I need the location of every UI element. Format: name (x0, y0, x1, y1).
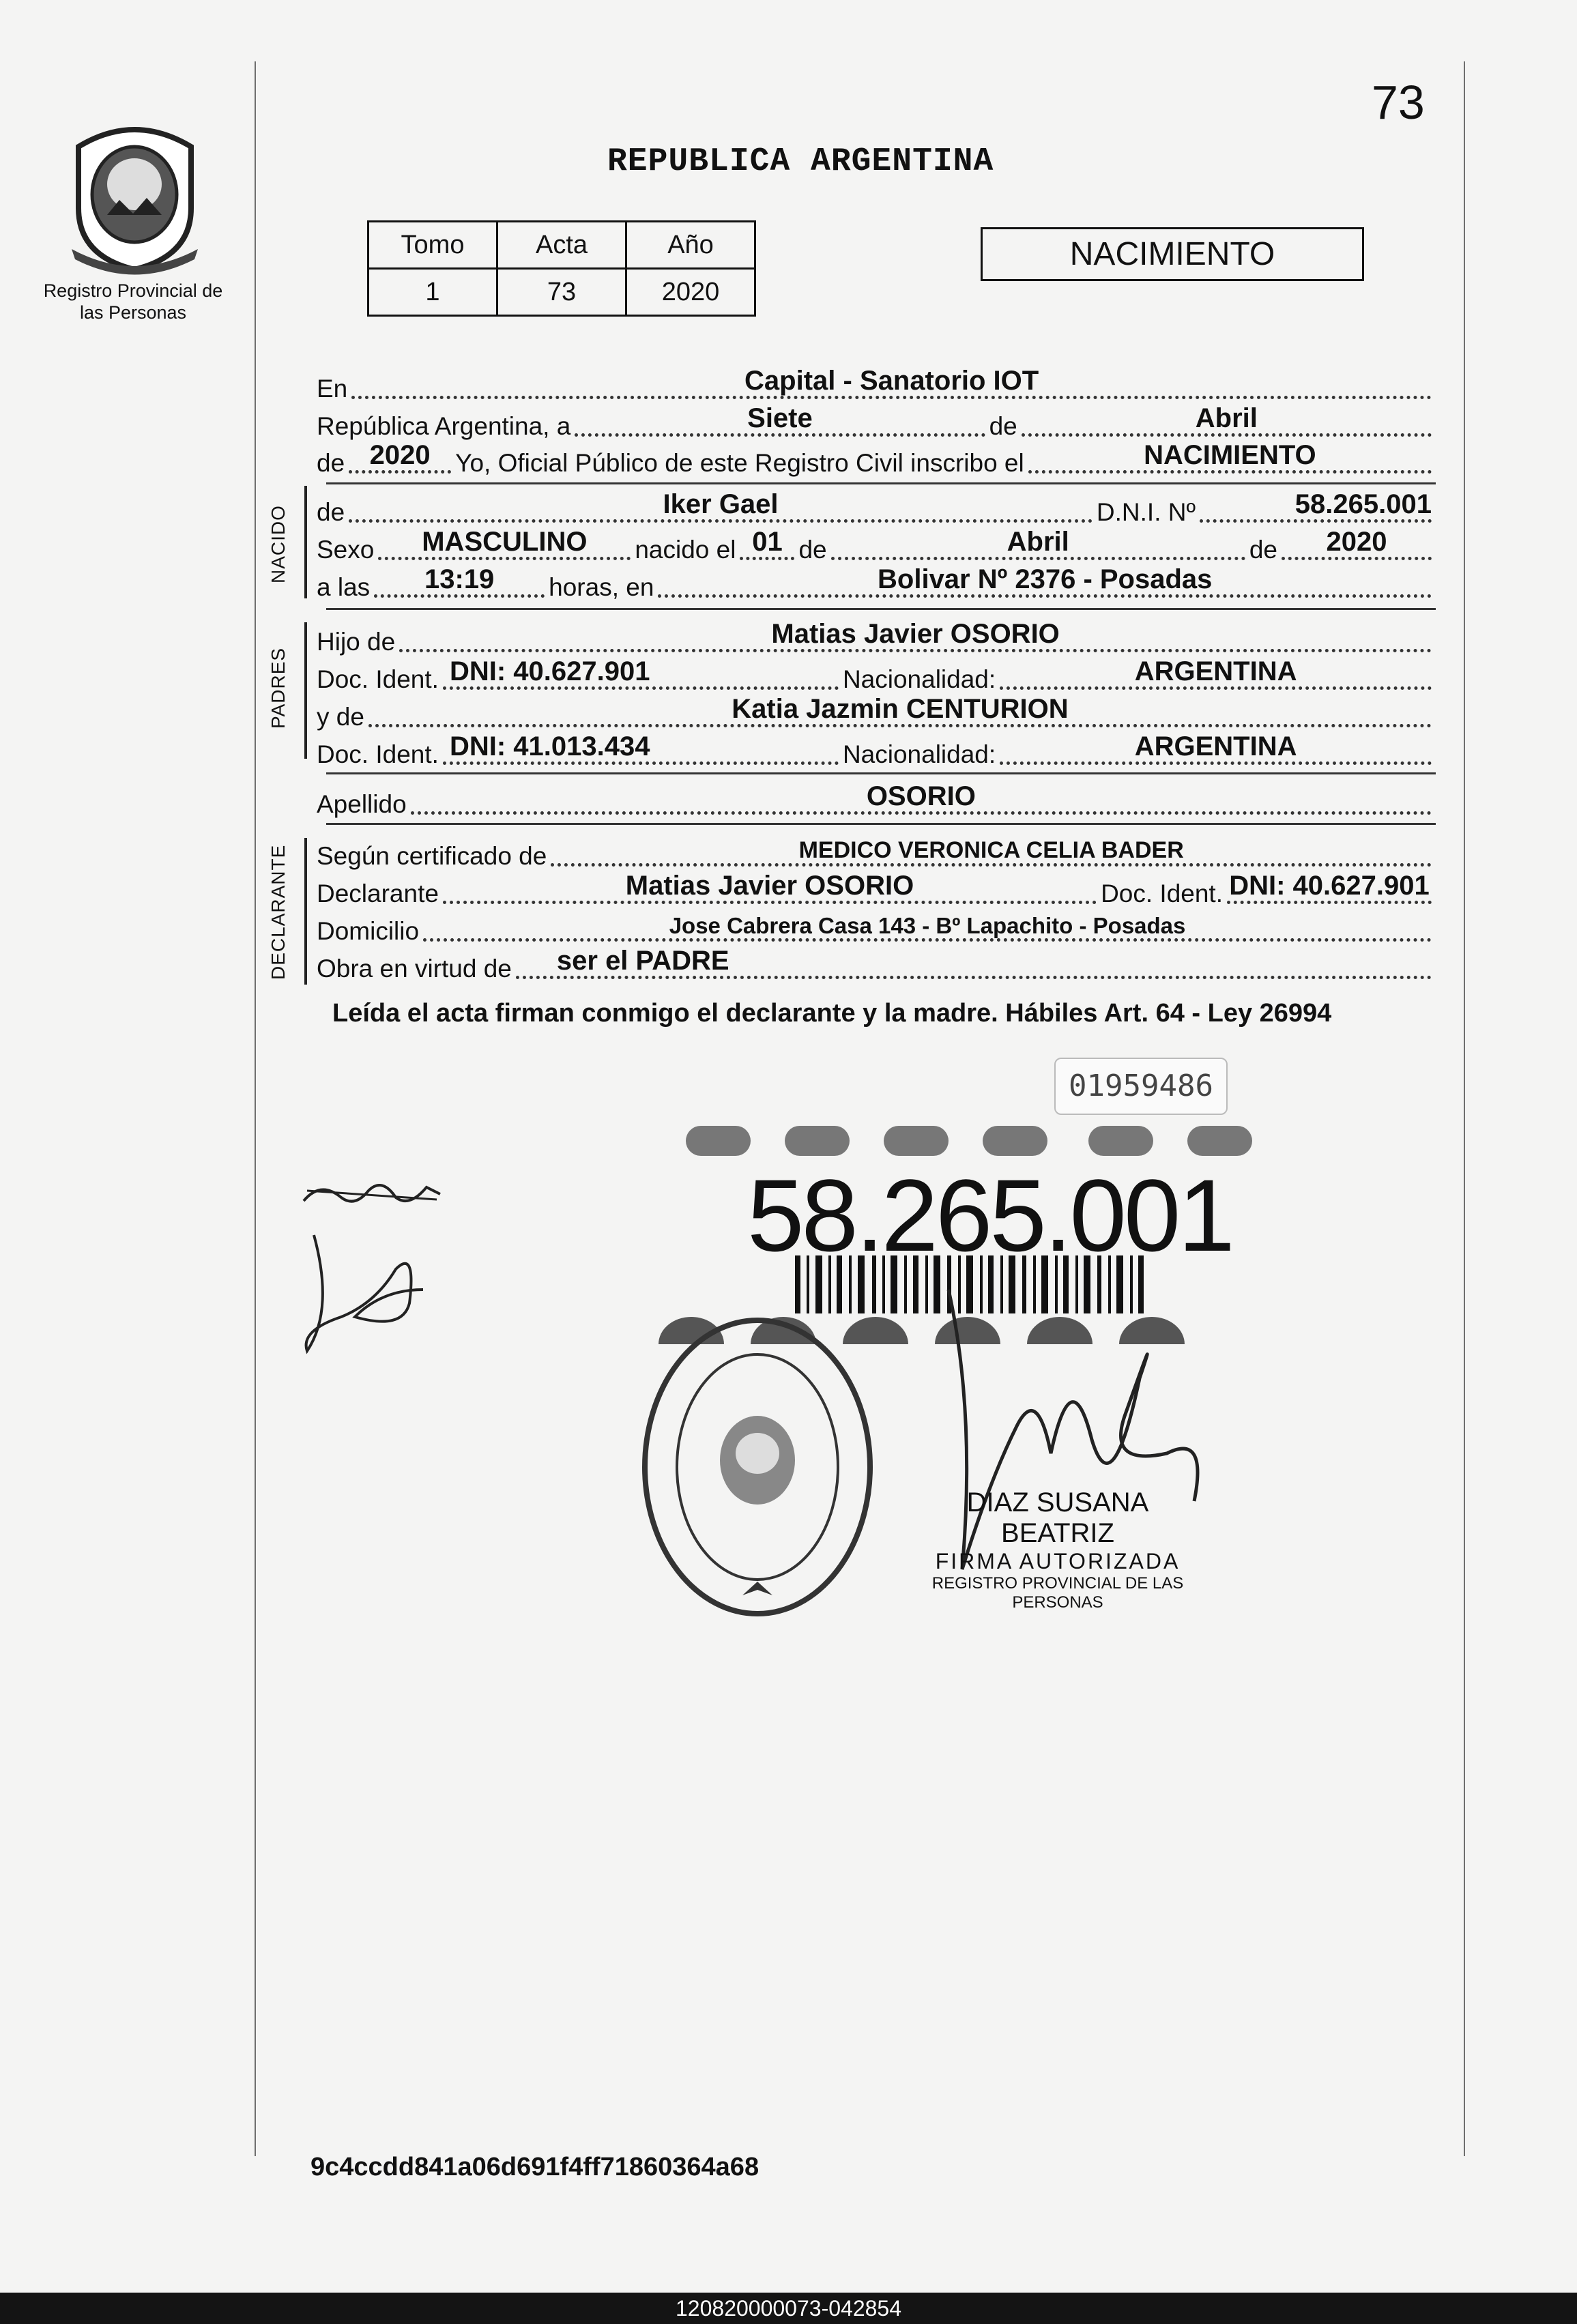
de-label: de (989, 412, 1017, 440)
section-divider (326, 608, 1436, 610)
apellido-label: Apellido (317, 790, 407, 818)
act-type-box: NACIMIENTO (981, 227, 1364, 281)
apellido-field (411, 782, 1432, 820)
declarante-field (443, 871, 1097, 910)
section-divider (326, 823, 1436, 825)
doc-ident-label: Doc. Ident. (1101, 880, 1223, 907)
father-field (399, 620, 1432, 658)
day-field (575, 404, 985, 442)
name-field (349, 490, 1093, 528)
domicilio-field (423, 909, 1432, 947)
nacionalidad-label: Nacionalidad: (842, 740, 996, 768)
declarante-value: Matias Javier OSORIO (625, 871, 914, 901)
official-name: DIAZ SUSANA BEATRIZ (966, 1487, 1149, 1548)
line-sexo (317, 527, 1436, 566)
father-nat-value: ARGENTINA (1134, 656, 1297, 686)
day-value: Siete (747, 403, 813, 433)
obra-label: Obra en virtud de (317, 955, 512, 983)
obra-value: ser el PADRE (556, 946, 729, 976)
line-mother-doc (317, 732, 1436, 770)
line-republica (317, 404, 1436, 442)
line-en (317, 366, 1436, 405)
right-margin-line (1464, 61, 1465, 2156)
mother-nat-field (1000, 732, 1432, 770)
birth-year-field (1282, 527, 1432, 566)
page-title: REPUBLICA ARGENTINA (607, 143, 994, 180)
father-dni-value: DNI: 40.627.901 (449, 656, 650, 686)
birth-month-field (831, 527, 1245, 566)
footer-code: 120820000073-042854 (0, 2293, 1577, 2324)
de-label: de (798, 536, 827, 564)
place-value: Bolivar Nº 2376 - Posadas (878, 564, 1213, 594)
serial-number: 01959486 (1054, 1058, 1228, 1115)
left-margin-line (255, 61, 256, 2156)
line-apellido (317, 782, 1436, 820)
registry-value-anio: 2020 (626, 269, 755, 316)
father-dni-field (443, 657, 839, 695)
birth-day-value: 01 (752, 527, 783, 557)
a-las-label: a las (317, 573, 371, 601)
month-value: Abril (1195, 403, 1258, 433)
nacido-bracket (304, 486, 307, 598)
de-label: de (1249, 536, 1277, 564)
doc-ident-label: Doc. Ident. (317, 740, 439, 768)
en-label: En (317, 375, 348, 403)
section-label-declarante: DECLARANTE (267, 844, 289, 980)
closing-note: Leída el acta firman conmigo el declarante y la madre. Hábiles Art. 64 - Ley 26994 (332, 999, 1332, 1028)
certificado-value: MEDICO VERONICA CELIA BADER (798, 837, 1184, 863)
birth-year-value: 2020 (1326, 527, 1387, 557)
place-field (658, 565, 1432, 603)
father-nat-field (1000, 657, 1432, 695)
registry-table (367, 220, 756, 317)
en-value: Capital - Sanatorio IOT (744, 366, 1039, 396)
line-y-de (317, 695, 1436, 733)
time-field (374, 565, 545, 603)
apellido-value: OSORIO (866, 781, 976, 811)
segun-label: Según certificado de (317, 842, 547, 870)
horas-label: horas, en (549, 573, 654, 601)
registry-header-anio: Año (626, 222, 755, 269)
dni-field (1200, 490, 1432, 528)
signature-declarante (293, 1228, 430, 1365)
line-obra (317, 946, 1436, 985)
birth-day-field (740, 527, 794, 566)
sexo-label: Sexo (317, 536, 375, 564)
registry-value-acta: 73 (497, 269, 626, 316)
authorized-official (908, 1487, 1208, 1612)
de-label: de (317, 498, 345, 526)
y-de-label: y de (317, 703, 364, 731)
section-divider (326, 482, 1436, 484)
domicilio-label: Domicilio (317, 917, 420, 945)
sexo-field (378, 527, 631, 566)
oficial-text: Yo, Oficial Público de este Registro Civil inscribo el (455, 449, 1024, 477)
padres-bracket (304, 622, 307, 759)
declarante-dni-value: DNI: 40.627.901 (1229, 871, 1430, 901)
dni-value: 58.265.001 (1294, 489, 1432, 519)
name-value: Iker Gael (663, 489, 779, 519)
line-name (317, 490, 1436, 528)
line-declarante (317, 871, 1436, 910)
page-number: 73 (1372, 76, 1425, 129)
official-oval-stamp (635, 1310, 880, 1624)
en-field (351, 366, 1432, 405)
inscribo-field (1028, 441, 1432, 479)
section-divider (326, 772, 1436, 774)
line-hijo (317, 620, 1436, 658)
time-value: 13:19 (424, 564, 495, 594)
mother-field (368, 695, 1432, 733)
nacido-label: nacido el (635, 536, 736, 564)
sticker-dni-number: 58.265.001 (747, 1158, 1232, 1273)
document-hash: 9c4ccdd841a06d691f4ff71860364a68 (310, 2153, 759, 2181)
section-label-padres: PADRES (267, 647, 289, 729)
line-domicilio (317, 909, 1436, 947)
registry-header-acta: Acta (497, 222, 626, 269)
month-field (1022, 404, 1432, 442)
registry-value-tomo: 1 (368, 269, 497, 316)
obra-field (516, 946, 1432, 985)
mother-nat-value: ARGENTINA (1134, 731, 1297, 761)
nacionalidad-label: Nacionalidad: (842, 665, 996, 693)
mother-value: Katia Jazmin CENTURION (732, 694, 1069, 724)
section-label-nacido: NACIDO (267, 505, 289, 583)
org-name: Registro Provincial de las Personas (43, 280, 223, 323)
domicilio-value: Jose Cabrera Casa 143 - Bº Lapachito - Posadas (669, 913, 1186, 938)
mother-dni-field (443, 732, 839, 770)
registry-header-tomo: Tomo (368, 222, 497, 269)
official-role: FIRMA AUTORIZADA (935, 1549, 1181, 1573)
official-org: REGISTRO PROVINCIAL DE LAS PERSONAS (931, 1574, 1184, 1612)
year-field (349, 441, 451, 479)
misiones-coat-of-arms-icon (65, 119, 205, 276)
line-father-doc (317, 657, 1436, 695)
doc-ident-label: Doc. Ident. (317, 665, 439, 693)
dni-label: D.N.I. Nº (1096, 498, 1196, 526)
inscribo-value: NACIMIENTO (1144, 440, 1316, 470)
line-certificado (317, 834, 1436, 872)
republica-label: República Argentina, a (317, 412, 571, 440)
line-oficial (317, 441, 1436, 479)
declarante-label: Declarante (317, 880, 439, 907)
birth-month-value: Abril (1007, 527, 1069, 557)
declarante-dni-field (1227, 871, 1432, 910)
line-hora (317, 565, 1436, 603)
mother-dni-value: DNI: 41.013.434 (449, 731, 650, 761)
declarante-bracket (304, 838, 307, 985)
year-value: 2020 (369, 440, 431, 470)
father-value: Matias Javier OSORIO (771, 619, 1060, 649)
certificado-field (551, 834, 1432, 872)
signature-mother (300, 1174, 444, 1215)
hijo-label: Hijo de (317, 628, 396, 656)
sexo-value: MASCULINO (422, 527, 588, 557)
de-label: de (317, 449, 345, 477)
